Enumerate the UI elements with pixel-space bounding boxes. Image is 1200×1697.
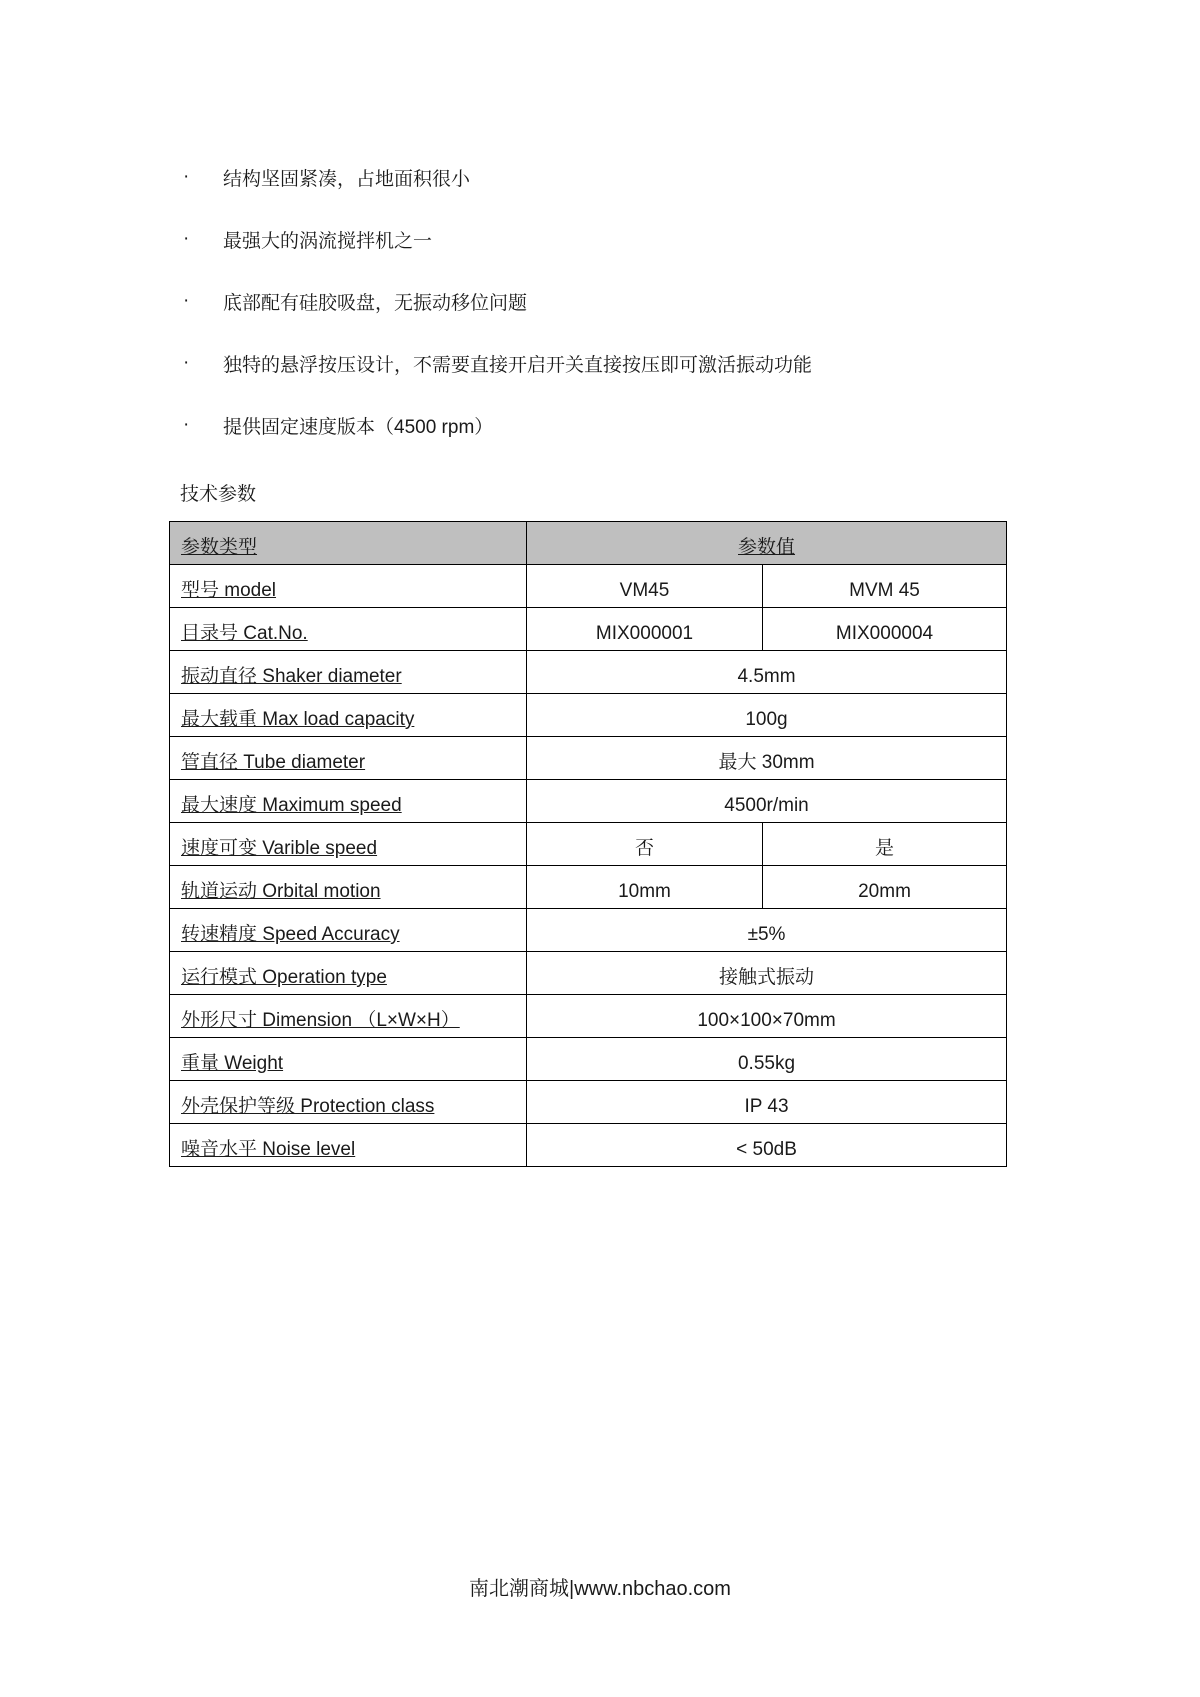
row-label: 转速精度 Speed Accuracy	[170, 909, 527, 952]
row-value: 100×100×70mm	[527, 995, 1007, 1038]
row-label: 最大载重 Max load capacity	[170, 694, 527, 737]
bullet-dot-icon: ·	[183, 352, 190, 373]
section-title: 技术参数	[180, 484, 257, 505]
row-label: 型号 model	[170, 565, 527, 608]
feature-bullet-list	[183, 146, 1043, 456]
bullet-item	[183, 270, 1043, 332]
row-value: < 50dB	[527, 1124, 1007, 1167]
table-row	[170, 694, 1007, 737]
bullet-dot-icon: ·	[183, 166, 190, 187]
row-value: 4.5mm	[527, 651, 1007, 694]
row-value: IP 43	[527, 1081, 1007, 1124]
row-label: 外形尺寸 Dimension （L×W×H）	[170, 995, 527, 1038]
row-label: 目录号 Cat.No.	[170, 608, 527, 651]
row-label: 外壳保护等级 Protection class	[170, 1081, 527, 1124]
row-label: 运行模式 Operation type	[170, 952, 527, 995]
row-value: 是	[763, 823, 1007, 866]
table-row	[170, 866, 1007, 909]
table-row	[170, 780, 1007, 823]
table-row	[170, 608, 1007, 651]
table-row	[170, 565, 1007, 608]
bullet-dot-icon: ·	[183, 414, 190, 435]
page-footer	[0, 1572, 1200, 1601]
bullet-text: 结构坚固紧凑，占地面积很小	[223, 168, 471, 190]
bullet-item	[183, 394, 1043, 456]
row-value: MIX000004	[763, 608, 1007, 651]
table-row	[170, 1038, 1007, 1081]
bullet-item	[183, 332, 1043, 394]
bullet-text: 底部配有硅胶吸盘，无振动移位问题	[223, 292, 528, 314]
row-value: 10mm	[527, 866, 763, 909]
table-row	[170, 995, 1007, 1038]
bullet-text: 最强大的涡流搅拌机之一	[223, 230, 433, 252]
table-row	[170, 651, 1007, 694]
table-row	[170, 1081, 1007, 1124]
table-row	[170, 909, 1007, 952]
row-label: 重量 Weight	[170, 1038, 527, 1081]
table-header-param-value: 参数值	[527, 522, 1007, 565]
bullet-text: 独特的悬浮按压设计，不需要直接开启开关直接按压即可激活振动功能	[223, 354, 813, 376]
table-header-param-type: 参数类型	[170, 522, 527, 565]
row-label: 振动直径 Shaker diameter	[170, 651, 527, 694]
bullet-text: 提供固定速度版本（4500 rpm）	[223, 416, 494, 438]
table-row	[170, 1124, 1007, 1167]
table-row	[170, 952, 1007, 995]
footer-site-name: 南北潮商城	[469, 1578, 570, 1600]
bullet-dot-icon: ·	[183, 228, 190, 249]
table-row	[170, 823, 1007, 866]
row-value: 4500r/min	[527, 780, 1007, 823]
row-label: 最大速度 Maximum speed	[170, 780, 527, 823]
table-row	[170, 737, 1007, 780]
row-value: MVM 45	[763, 565, 1007, 608]
footer-separator: |	[569, 1578, 575, 1600]
row-value: 否	[527, 823, 763, 866]
spec-table	[169, 521, 1007, 1167]
bullet-dot-icon: ·	[183, 290, 190, 311]
bullet-item	[183, 146, 1043, 208]
row-value: ±5%	[527, 909, 1007, 952]
row-value: 接触式振动	[527, 952, 1007, 995]
bullet-item	[183, 208, 1043, 270]
row-label: 管直径 Tube diameter	[170, 737, 527, 780]
row-label: 轨道运动 Orbital motion	[170, 866, 527, 909]
row-value: 20mm	[763, 866, 1007, 909]
table-header-row	[170, 522, 1007, 565]
row-value: 最大 30mm	[527, 737, 1007, 780]
row-value: VM45	[527, 565, 763, 608]
row-value: 100g	[527, 694, 1007, 737]
row-value: MIX000001	[527, 608, 763, 651]
row-value: 0.55kg	[527, 1038, 1007, 1081]
footer-site-url: www.nbchao.com	[574, 1578, 731, 1600]
row-label: 噪音水平 Noise level	[170, 1124, 527, 1167]
row-label: 速度可变 Varible speed	[170, 823, 527, 866]
